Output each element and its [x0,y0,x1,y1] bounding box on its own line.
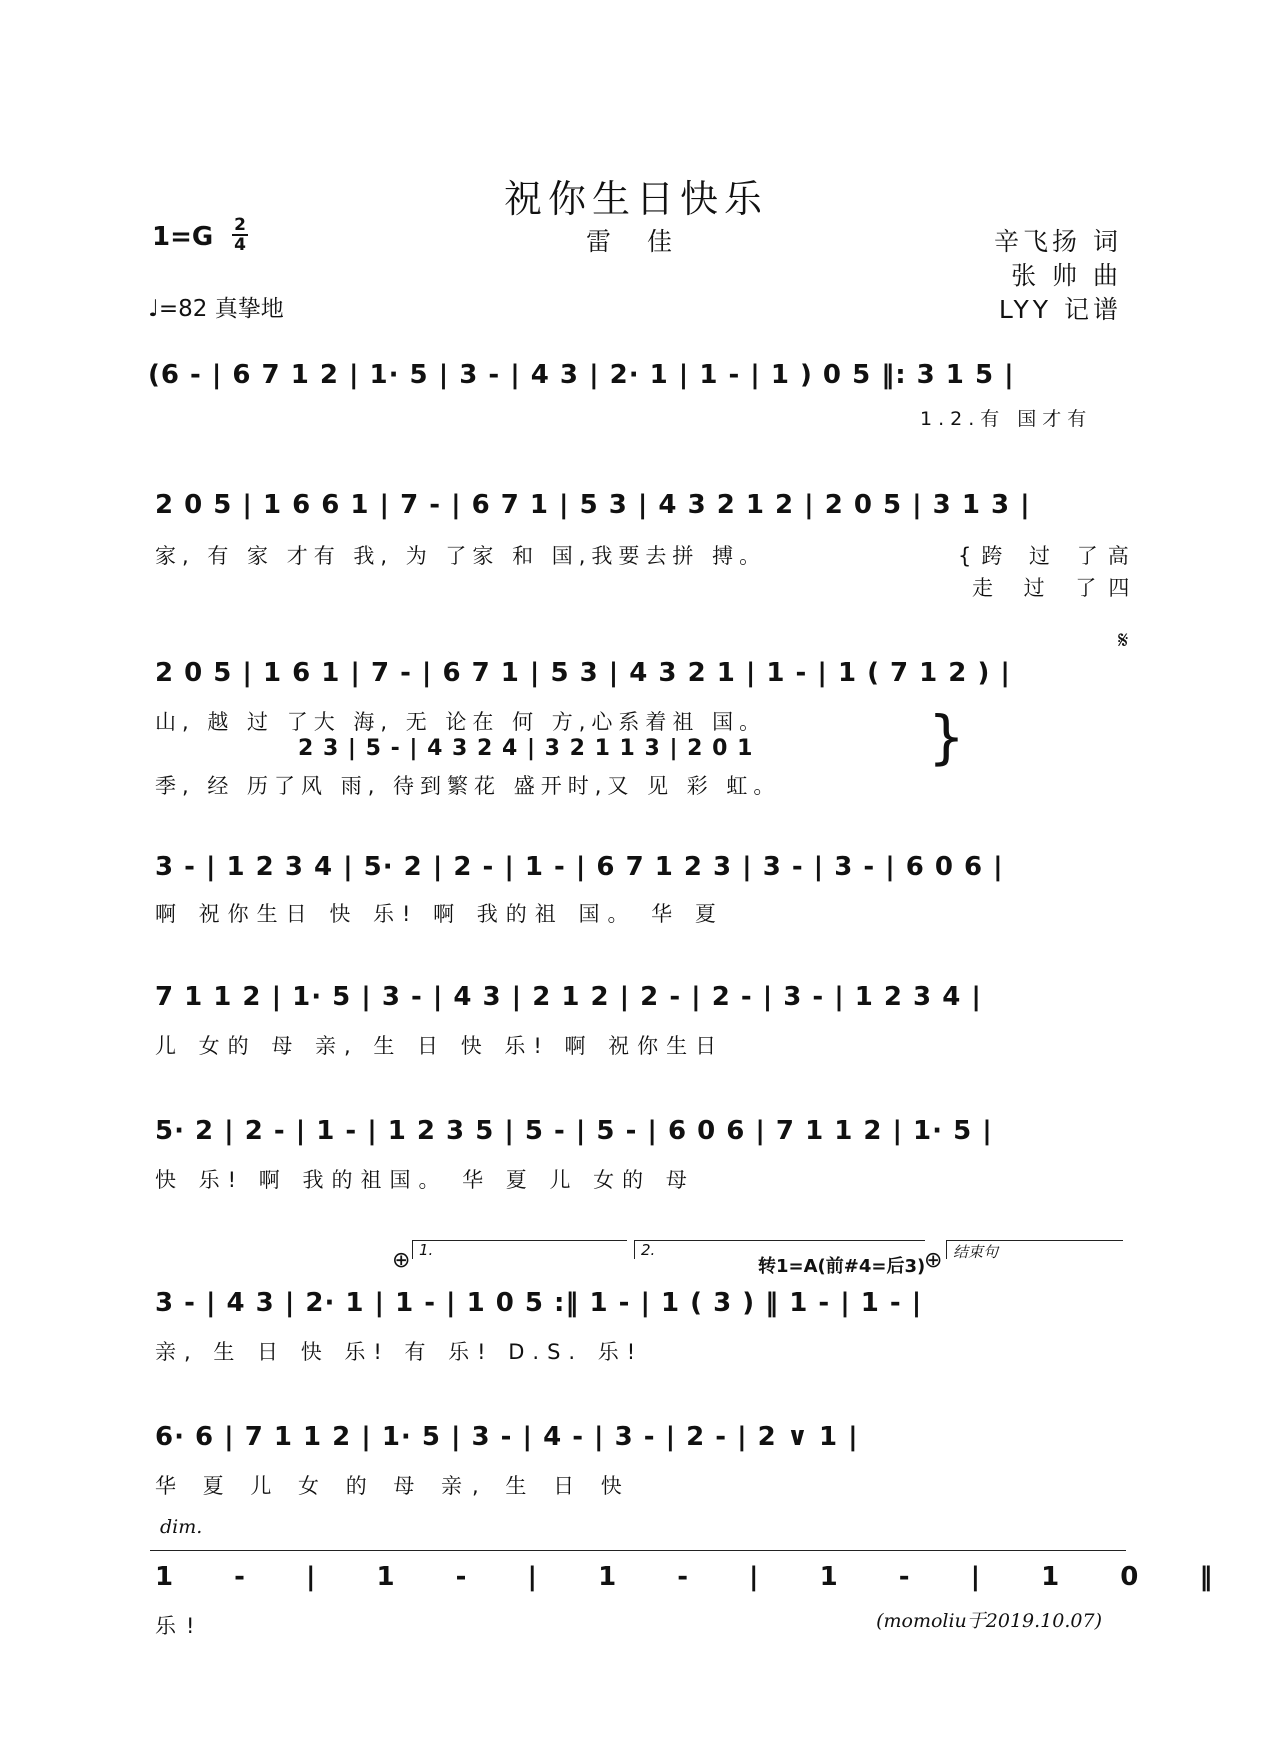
lyric-line-3-verse2: 季, 经 历了风 雨, 待到繁花 盛开时,又 见 彩 虹。 [155,774,781,798]
lyric-line-1: 1.2.有 国才有 [920,408,1093,430]
notation-line-1: (6 - | 6 7 1 2 | 1· 5 | 3 - | 4 3 | 2· 1 | 1 - | 1 ) 0 5 ‖: 3 1 5 | [148,360,1015,390]
tempo-marking: ♩=82 真挚地 [148,296,284,322]
lyric-line-6: 快 乐! 啊 我的祖国。 华 夏 儿 女的 母 [155,1168,695,1192]
transcriber-credit: LYY 记谱 [998,295,1122,324]
lyric-line-2-verse2: 走 过 了四 [972,576,1142,600]
notation-line-9: 1 - | 1 - | 1 - | 1 - | 1 0 ‖ [155,1562,1239,1592]
notation-line-5: 7 1 1 2 | 1· 5 | 3 - | 4 3 | 2 1 2 | 2 - | 2 - | 3 - | 1 2 3 4 | [155,982,982,1012]
time-signature-bottom: 4 [232,234,248,254]
lyric-line-8: 华 夏 儿 女 的 母 亲, 生 日 快 [155,1474,632,1498]
lyricist-credit: 辛飞扬 词 [994,227,1122,256]
coda-ending-bracket: 结束句 [946,1240,1123,1259]
second-ending-bracket: 2. [634,1240,925,1259]
modulation-marking: 转1=A(前#4=后3) [758,1256,926,1277]
lyric-line-2: 家, 有 家 才有 我, 为 了家 和 国,我要去拼 搏。 [155,544,767,568]
dynamic-marking: dim. [160,1516,203,1538]
transcription-footer: (momoliu于2019.10.07) [876,1610,1102,1632]
notation-line-4: 3 - | 1 2 3 4 | 5· 2 | 2 - | 1 - | 6 7 1 2 3 | 3 - | 3 - | 6 0 6 | [155,852,1004,882]
notation-line-8: 6· 6 | 7 1 1 2 | 1· 5 | 3 - | 4 - | 3 - | 2 - | 2 ∨ 1 | [155,1422,859,1452]
composer-credit: 张 帅 曲 [1011,261,1122,290]
lyric-line-3: 山, 越 过 了大 海, 无 论在 何 方,心系着祖 国。 [155,710,767,734]
coda-sign-2: ⊕ [924,1248,943,1273]
first-ending-bracket: 1. [412,1240,627,1259]
notation-line-2: 2 0 5 | 1 6 6 1 | 7 - | 6 7 1 | 5 3 | 4 3 2 1 2 | 2 0 5 | 3 1 3 | [155,490,1031,520]
singer-name: 雷 佳 [586,227,686,256]
verse-brace: } [928,703,965,771]
lyric-line-4: 啊 祝你生日 快 乐! 啊 我的祖 国。 华 夏 [155,902,724,926]
notation-line-3: 2 0 5 | 1 6 1 | 7 - | 6 7 1 | 5 3 | 4 3 2 1 | 1 - | 1 ( 7 1 2 ) | [155,658,1011,688]
time-signature-top: 2 [234,215,246,235]
lyric-line-5: 儿 女的 母 亲, 生 日 快 乐! 啊 祝你生日 [155,1034,725,1058]
segno-sign: 𝄋 [1118,626,1129,654]
time-signature [232,216,248,254]
dim-line [150,1550,1126,1551]
notation-line-6: 5· 2 | 2 - | 1 - | 1 2 3 5 | 5 - | 5 - | 6 0 6 | 7 1 1 2 | 1· 5 | [155,1116,993,1146]
lyric-line-9: 乐! [155,1614,205,1638]
notation-line-3-verse2: 2 3 | 5 - | 4 3 2 4 | 3 2 1 1 3 | 2 0 1 [298,736,754,761]
lyric-line-2-verse1: {跨 过 了高 [958,544,1139,568]
song-title: 祝你生日快乐 [503,177,768,221]
notation-line-7: 3 - | 4 3 | 2· 1 | 1 - | 1 0 5 :‖ 1 - | 1 ( 3 ) ‖ 1 - | 1 - | [155,1288,923,1318]
key-signature: 1=G [152,222,214,252]
coda-sign-1: ⊕ [392,1248,411,1273]
lyric-line-7: 亲, 生 日 快 乐! 有 乐! D.S. 乐! [155,1340,644,1364]
